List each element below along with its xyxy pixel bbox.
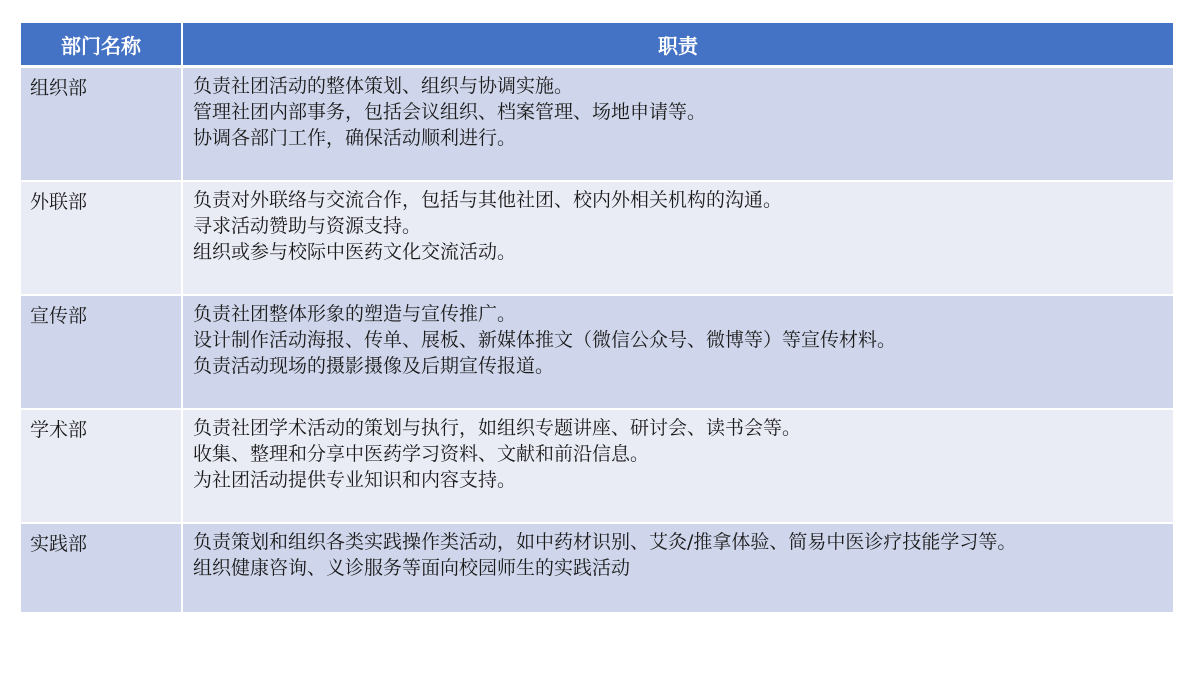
duty-cell [182, 67, 1173, 181]
duty-cell [182, 181, 1173, 295]
duty-line: 管理社团内部事务，包括会议组织、档案管理、场地申请等。 [193, 101, 707, 123]
duty-cell [182, 295, 1173, 409]
dept-name-cell: 实践部 [21, 523, 182, 612]
duty-cell [182, 409, 1173, 523]
duty-line: 负责社团活动的整体策划、组织与协调实施。 [193, 75, 574, 97]
table-row [21, 181, 1173, 295]
duty-line: 负责对外联络与交流合作，包括与其他社团、校内外相关机构的沟通。 [193, 188, 783, 211]
dept-name-cell: 外联部 [21, 181, 182, 295]
dept-name-cell: 学术部 [21, 409, 182, 523]
duty-line: 组织健康咨询、义诊服务等面向校园师生的实践活动 [193, 556, 631, 579]
duty-line: 负责社团整体形象的塑造与宣传推广。 [193, 302, 517, 325]
table-row [21, 409, 1173, 523]
duty-line: 负责活动现场的摄影摄像及后期宣传报道。 [193, 354, 555, 377]
header-dept-name: 部门名称 [21, 23, 182, 67]
duty-line: 协调各部门工作，确保活动顺利进行。 [193, 127, 517, 149]
department-table [21, 23, 1173, 612]
table-row [21, 67, 1173, 181]
table-row [21, 295, 1173, 409]
duty-line: 负责社团学术活动的策划与执行，如组织专题讲座、研讨会、读书会等。 [193, 416, 802, 439]
header-row [21, 23, 1173, 67]
dept-name-cell: 组织部 [21, 67, 182, 181]
table-row [21, 523, 1173, 612]
duty-line: 设计制作活动海报、传单、展板、新媒体推文（微信公众号、微博等）等宣传材料。 [193, 328, 897, 351]
dept-name-cell: 宣传部 [21, 295, 182, 409]
duty-line: 为社团活动提供专业知识和内容支持。 [193, 468, 517, 491]
header-duty: 职责 [182, 23, 1173, 67]
duty-line: 收集、整理和分享中医药学习资料、文献和前沿信息。 [193, 442, 650, 465]
duty-line: 寻求活动赞助与资源支持。 [193, 214, 422, 237]
duty-cell [182, 523, 1173, 612]
duty-line: 负责策划和组织各类实践操作类活动，如中药材识别、艾灸/推拿体验、简易中医诊疗技能学习等。 [193, 530, 1017, 553]
duty-line: 组织或参与校际中医药文化交流活动。 [193, 240, 517, 263]
